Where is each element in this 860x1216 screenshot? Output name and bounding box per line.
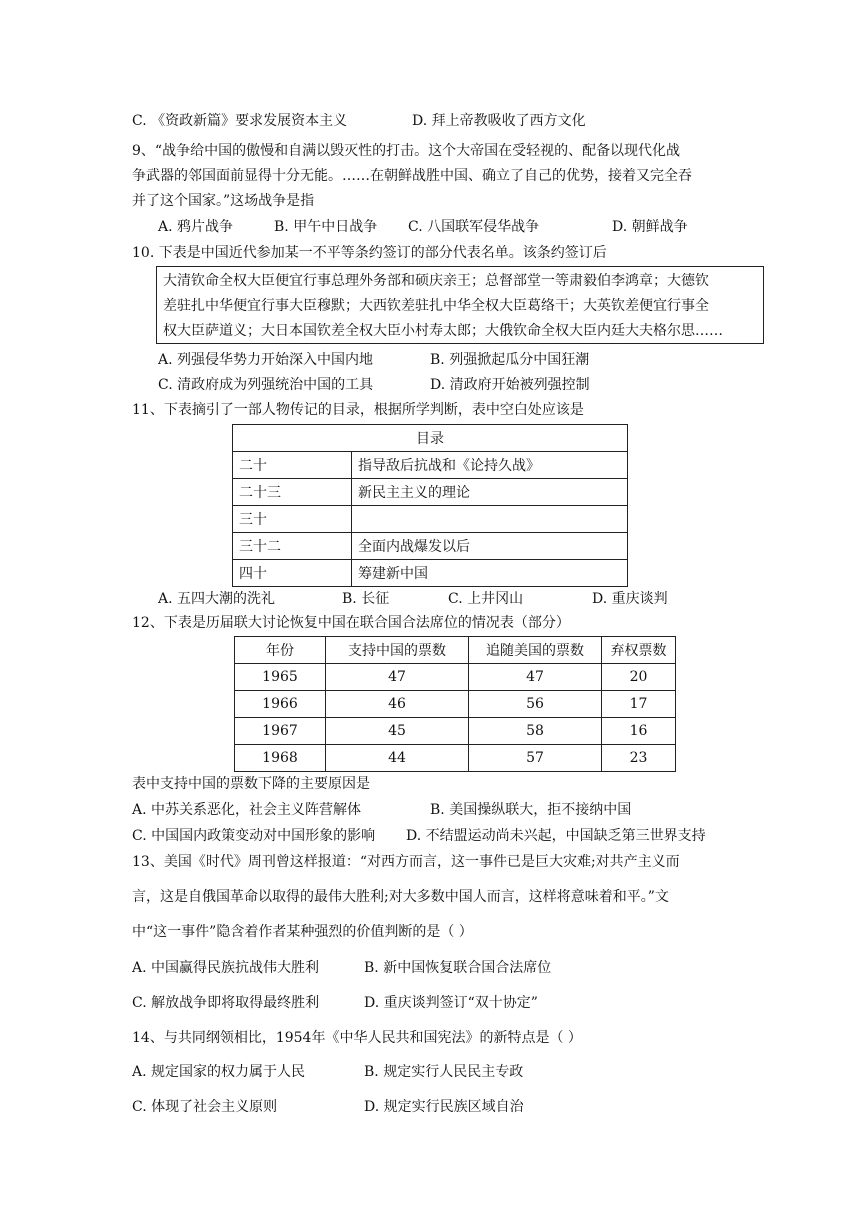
q9-option-c: C. 八国联军侵华战争 [408, 219, 540, 235]
chapter-title-blank [352, 506, 628, 533]
q10-box-line-2: 差驻扎中华便宜行事大臣穆默；大西钦差驻扎中华全权大臣葛络干；大英钦差便宜行事全 [163, 298, 709, 314]
table-row [233, 452, 628, 479]
us-cell: 56 [469, 691, 602, 718]
q14-stem: 14、与共同纲领相比，1954年《中华人民共和国宪法》的新特点是（ ） [132, 1030, 582, 1046]
chapter-number: 三十 [233, 506, 352, 533]
q10-option-d: D. 清政府开始被列强控制 [430, 377, 590, 393]
q10-stem: 10. 下表是中国近代参加某一不平等条约签订的部分代表名单。该条约签订后 [132, 245, 607, 261]
q9-option-a: A. 鸦片战争 [158, 219, 234, 235]
chapter-number: 三十二 [233, 533, 352, 560]
q11-option-c: C. 上井冈山 [448, 591, 524, 607]
q10-option-b: B. 列强掀起瓜分中国狂潮 [430, 352, 590, 368]
table-row [235, 718, 676, 745]
support-cell: 47 [326, 664, 469, 691]
column-header: 支持中国的票数 [326, 637, 469, 664]
q14-option-d: D. 规定实行民族区域自治 [364, 1099, 524, 1115]
q13-option-a: A. 中国赢得民族抗战伟大胜利 [132, 960, 320, 976]
abstain-cell: 20 [602, 664, 676, 691]
q11-option-b: B. 长征 [342, 591, 390, 607]
chapter-number: 二十 [233, 452, 352, 479]
q13-stem-line-3: 中“这一事件”隐含着作者某种强烈的价值判断的是（ ） [132, 924, 473, 940]
q8-option-c: C. 《资政新篇》要求发展资本主义 [132, 113, 348, 129]
q11-table-title: 目录 [233, 425, 628, 452]
q12-option-c: C. 中国国内政策变动对中国形象的影响 [132, 828, 376, 844]
table-row [233, 560, 628, 587]
q14-option-c: C. 体现了社会主义原则 [132, 1099, 278, 1115]
q10-option-c: C. 清政府成为列强统治中国的工具 [158, 377, 374, 393]
table-row [235, 691, 676, 718]
table-header-row [235, 637, 676, 664]
q11-option-d: D. 重庆谈判 [592, 591, 668, 607]
chapter-number: 四十 [233, 560, 352, 587]
q13-option-b: B. 新中国恢复联合国合法席位 [364, 960, 552, 976]
q8-option-d: D. 拜上帝教吸收了西方文化 [412, 113, 586, 129]
q12-option-b: B. 美国操纵联大，拒不接纳中国 [430, 802, 632, 818]
support-cell: 46 [326, 691, 469, 718]
year-cell: 1966 [235, 691, 326, 718]
year-cell: 1968 [235, 745, 326, 772]
us-cell: 58 [469, 718, 602, 745]
table-row [233, 533, 628, 560]
q13-option-d: D. 重庆谈判签订“双十协定” [364, 995, 538, 1011]
table-row [233, 506, 628, 533]
q10-option-a: A. 列强侵华势力开始深入中国内地 [158, 352, 374, 368]
support-cell: 45 [326, 718, 469, 745]
chapter-title: 全面内战爆发以后 [352, 533, 628, 560]
abstain-cell: 17 [602, 691, 676, 718]
q9-stem-line-3: 并了这个国家。”这场战争是指 [132, 193, 315, 209]
q12-option-d: D. 不结盟运动尚未兴起，中国缺乏第三世界支持 [406, 828, 706, 844]
q13-stem-line-2: 言，这是自俄国革命以取得的最伟大胜利;对大多数中国人而言，这样将意味着和平。”文 [132, 889, 669, 905]
q11-option-a: A. 五四大潮的洗礼 [158, 591, 276, 607]
abstain-cell: 23 [602, 745, 676, 772]
q14-option-b: B. 规定实行人民民主专政 [364, 1064, 524, 1080]
year-cell: 1967 [235, 718, 326, 745]
support-cell: 44 [326, 745, 469, 772]
q10-box-line-1: 大清钦命全权大臣便宜行事总理外务部和硕庆亲王；总督部堂一等肃毅伯李鸿章；大德钦 [163, 273, 709, 289]
q10-delegate-box [156, 266, 764, 344]
q12-votes-table [234, 636, 676, 772]
q9-option-b: B. 甲午中日战争 [274, 219, 378, 235]
table-row [235, 664, 676, 691]
q11-stem: 11、下表摘引了一部人物传记的目录，根据所学判断，表中空白处应该是 [132, 402, 584, 418]
chapter-title: 指导敌后抗战和《论持久战》 [352, 452, 628, 479]
abstain-cell: 16 [602, 718, 676, 745]
chapter-number: 二十三 [233, 479, 352, 506]
chapter-title: 筹建新中国 [352, 560, 628, 587]
q12-stem: 12、下表是历届联大讨论恢复中国在联合国合法席位的情况表（部分） [132, 615, 570, 631]
q13-stem-line-1: 13、美国《时代》周刊曾这样报道：“对西方而言，这一事件已是巨大灾难;对共产主义而 [132, 854, 680, 870]
q9-stem-line-2: 争武器的邻国面前显得十分无能。……在朝鲜战胜中国、确立了自己的优势，接着又完全吞 [132, 168, 692, 184]
q11-contents-table [232, 424, 628, 587]
table-row [233, 479, 628, 506]
q12-option-a: A. 中苏关系恶化，社会主义阵营解体 [132, 802, 362, 818]
table-row [235, 745, 676, 772]
q14-option-a: A. 规定国家的权力属于人民 [132, 1064, 306, 1080]
us-cell: 47 [469, 664, 602, 691]
q10-box-line-3: 权大臣萨道义；大日本国钦差全权大臣小村寿太郎；大俄钦命全权大臣内廷大夫格尔思…… [163, 323, 723, 339]
q9-option-d: D. 朝鲜战争 [612, 219, 688, 235]
us-cell: 57 [469, 745, 602, 772]
q9-stem-line-1: 9、“战争给中国的傲慢和自满以毁灭性的打击。这个大帝国在受轻视的、配备以现代化战 [132, 143, 681, 159]
year-cell: 1965 [235, 664, 326, 691]
column-header: 弃权票数 [602, 637, 676, 664]
column-header: 年份 [235, 637, 326, 664]
chapter-title: 新民主主义的理论 [352, 479, 628, 506]
q12-question: 表中支持中国的票数下降的主要原因是 [132, 776, 370, 792]
column-header: 追随美国的票数 [469, 637, 602, 664]
q13-option-c: C. 解放战争即将取得最终胜利 [132, 995, 320, 1011]
